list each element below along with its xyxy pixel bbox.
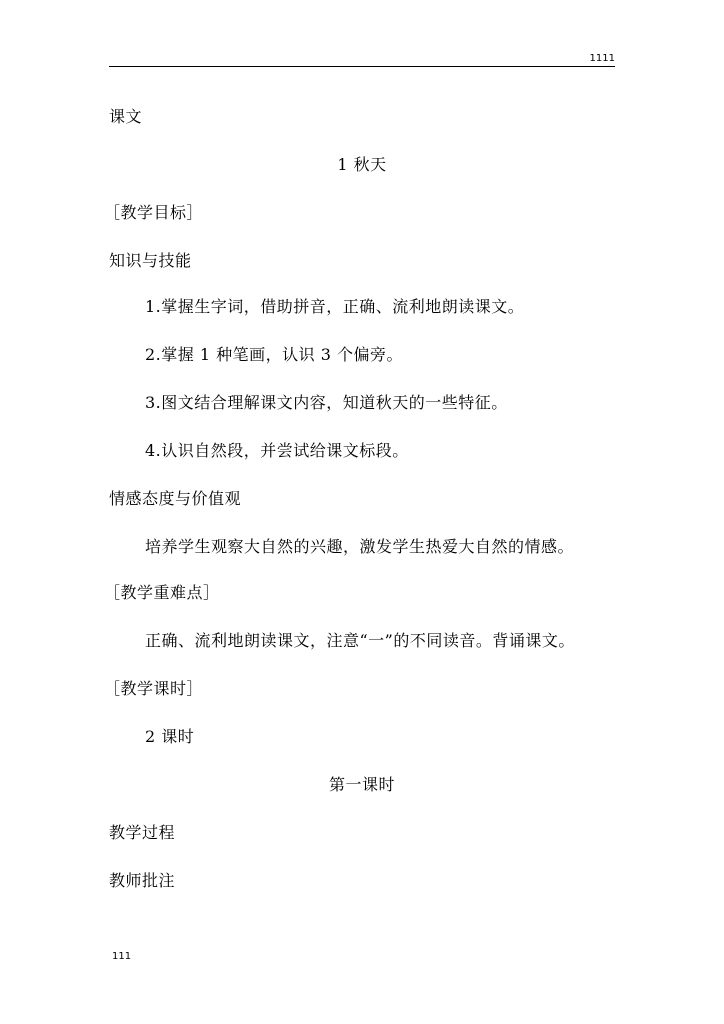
objectives-heading: ［教学目标］ (104, 203, 204, 222)
hours-text: 2 课时 (145, 727, 195, 746)
objective-item-4: 4.认识自然段，并尝试给课文标段。 (145, 441, 409, 460)
emotion-heading: 情感态度与价值观 (109, 489, 242, 508)
difficulty-text: 正确、流利地朗读课文，注意“一”的不同读音。背诵课文。 (145, 631, 575, 650)
section-label: 课文 (109, 107, 143, 126)
header-page-number: 1111 (589, 53, 615, 64)
difficulty-heading: ［教学重难点］ (104, 583, 220, 602)
footer-page-number: 111 (112, 951, 132, 962)
notes-heading: 教师批注 (109, 871, 176, 890)
objective-item-3: 3.图文结合理解课文内容，知道秋天的一些特征。 (145, 393, 508, 412)
knowledge-heading: 知识与技能 (109, 251, 192, 270)
objective-item-2: 2.掌握 1 种笔画，认识 3 个偏旁。 (145, 345, 403, 364)
objective-item-1: 1.掌握生字词，借助拼音，正确、流利地朗读课文。 (145, 297, 525, 316)
emotion-text: 培养学生观察大自然的兴趣，激发学生热爱大自然的情感。 (145, 537, 575, 556)
hours-heading: ［教学课时］ (104, 679, 204, 698)
lesson-title: 1 秋天 (337, 155, 387, 174)
process-heading: 教学过程 (109, 823, 176, 842)
period-title: 第一课时 (328, 775, 395, 794)
header-rule (109, 66, 615, 67)
